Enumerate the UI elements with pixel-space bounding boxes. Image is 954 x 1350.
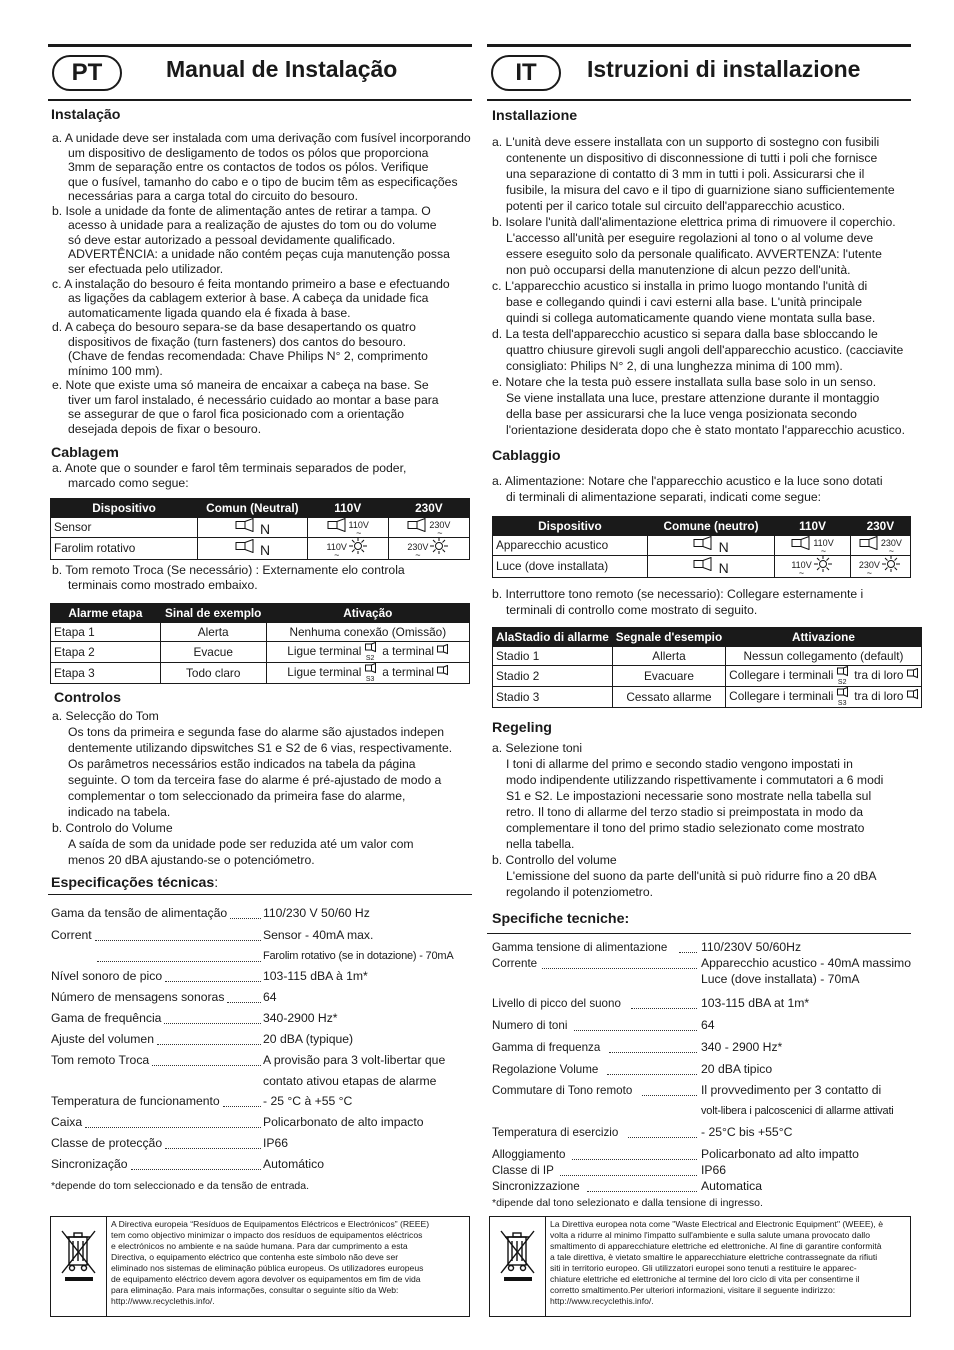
table-cell: Evacuare bbox=[612, 666, 725, 687]
section-heading-specs: Specifiche tecniche: bbox=[492, 911, 630, 927]
column-header: AlaStadio di allarme bbox=[493, 628, 613, 647]
leader-dots bbox=[227, 993, 261, 1003]
text-line: regolando il potenziometro. bbox=[506, 885, 654, 899]
weee-line: para eliminação. Para mais informações, consultar o seguinte sítio da Web: bbox=[111, 1285, 399, 1295]
spec-value: 340 - 2900 Hz* bbox=[701, 1040, 783, 1054]
column-header: Segnale d'esempio bbox=[612, 628, 725, 647]
text-line: A saída de som da unidade pode ser reduzida até um valor com bbox=[68, 837, 414, 851]
text-line: essere eseguito solo da personale qualificato. AVVERTENZA: l'utente bbox=[506, 247, 882, 261]
spec-label: Classe de protecção bbox=[51, 1136, 163, 1150]
text-line: necessárias para a carga total do circuito do besouro. bbox=[68, 189, 358, 204]
weee-line: http://www.recyclethis.info/. bbox=[111, 1296, 215, 1306]
text-line: b. Isole a unidade da fonte de alimentação antes de retirar a tampa. O bbox=[52, 203, 431, 218]
power-terminal-table bbox=[50, 498, 470, 560]
spec-value: 103-115 dBA à 1m* bbox=[263, 969, 368, 983]
spec-value: Luce (dove installata) - 70mA bbox=[701, 972, 860, 986]
section-heading-installation: Instalação bbox=[51, 107, 121, 123]
weee-line: eliminado nos sistemas de eliminação pública europeus. Os utilizadores europeus bbox=[111, 1263, 424, 1273]
table-cell: Stadio 3 bbox=[493, 687, 613, 708]
table-cell: 110V ~ bbox=[307, 537, 388, 559]
speaker-icon bbox=[791, 536, 813, 550]
terminal-icon bbox=[437, 665, 448, 676]
terminal-icon bbox=[365, 663, 376, 674]
weee-line: siti in territorio europeo. Gli utilizzatori europei sono tenuti a restituire le apparec- bbox=[550, 1263, 857, 1273]
leader-dots bbox=[164, 1014, 261, 1024]
terminal-icon bbox=[837, 666, 848, 677]
section-heading-installation: Installazione bbox=[492, 108, 578, 124]
table-row bbox=[51, 623, 470, 642]
table-cell: Apparecchio acustico bbox=[493, 536, 648, 556]
table-cell: Nessun collegamento (default) bbox=[726, 647, 922, 666]
text-line: ser efectuada pelo utilizador. bbox=[68, 261, 224, 276]
spec-label: Livello di picco del suono bbox=[492, 997, 621, 1010]
weee-line: e electrónicos no ambiente e na saúde humana. Para dar cumprimento a esta bbox=[111, 1241, 408, 1251]
table-cell: Evacue bbox=[160, 642, 266, 663]
table-cell: Ligue terminal S3 a terminal bbox=[266, 663, 469, 684]
spec-value: 110/230 V 50/60 Hz bbox=[263, 906, 370, 920]
weee-line: Directiva, o equipamento eléctrico que contenha este símbolo não deve ser bbox=[111, 1252, 399, 1262]
column-header: 230V bbox=[850, 517, 910, 536]
leader-dots bbox=[165, 972, 261, 982]
spec-label: Tom remoto Troca bbox=[51, 1053, 150, 1067]
leader-dots bbox=[230, 909, 261, 919]
column-header: Dispositivo bbox=[493, 517, 648, 536]
speaker-icon bbox=[327, 518, 349, 532]
text-line: desejada depois de fixar o besouro. bbox=[68, 422, 262, 436]
table-cell: Sensor bbox=[51, 518, 198, 538]
spec-value: Automático bbox=[263, 1157, 324, 1171]
text-line: marcado como segue: bbox=[68, 475, 189, 490]
spec-value: - 25°C bis +55°C bbox=[701, 1125, 793, 1139]
table-cell: 110V ~ bbox=[307, 518, 388, 538]
weee-text bbox=[545, 1217, 887, 1316]
text-line: L'emissione del suono da parte dell'unità si può ridurre fino a 20 dBA bbox=[506, 869, 877, 883]
spec-value: - 25 °C à +55 °C bbox=[263, 1094, 353, 1108]
spec-value: 64 bbox=[701, 1018, 715, 1032]
spec-label: Corrent bbox=[51, 928, 92, 942]
leader-dots bbox=[679, 943, 697, 953]
footnote: *dipende dal tono selezionato e dalla tensione di ingresso. bbox=[492, 1197, 763, 1209]
speaker-icon bbox=[693, 536, 715, 550]
title-rule bbox=[487, 99, 911, 101]
table-cell: Ligue terminal S2 a terminal bbox=[266, 642, 469, 663]
table-row bbox=[493, 647, 922, 666]
text-line: b. Interruttore tono remoto (se necessario): Collegare esternamente i bbox=[492, 587, 864, 601]
text-line: a. Selecção do Tom bbox=[52, 709, 159, 723]
spec-value: contato ativou etapas de alarme bbox=[263, 1074, 437, 1088]
spec-rule bbox=[487, 933, 911, 934]
table-cell: 110V ~ bbox=[775, 536, 850, 556]
weee-text bbox=[106, 1217, 433, 1316]
text-line: seguinte. O tom da terceira fase do alarme é pré-ajustado de modo a bbox=[68, 773, 442, 787]
spec-value: Sensor - 40mA max. bbox=[263, 928, 374, 942]
text-line: dentemente utilizando dipswitches S1 e S2 de 6 vias, respectivamente. bbox=[68, 741, 453, 755]
table-cell: Collegare i terminali S3 tra di loro bbox=[726, 687, 922, 708]
table-cell: 230V ~ bbox=[388, 537, 469, 559]
text-line: e. Notare che la testa può essere installata sulla base solo in un senso. bbox=[492, 375, 877, 389]
text-line: as ligações da cablagem exterior à base. A cabeça da unidade fica bbox=[68, 291, 429, 306]
it-column bbox=[487, 0, 911, 1350]
text-line: automaticamente ligada quando ela é fixada à base. bbox=[68, 305, 351, 320]
spec-label: Nível sonoro de pico bbox=[51, 969, 163, 983]
leader-dots bbox=[165, 1139, 261, 1149]
weee-line: de equipamento eléctrico devem agora devolver os equipamentos em fim de vida bbox=[111, 1274, 421, 1284]
column-header: Dispositivo bbox=[51, 499, 198, 518]
text-line: retro. Il tono di allarme del terzo stadio si preimpostata in modo da bbox=[506, 805, 864, 819]
top-rule bbox=[487, 44, 911, 47]
text-line: L'accesso all'unità per eseguire regolazioni al tono o al volume deve bbox=[506, 231, 874, 245]
spec-label: Classe di IP bbox=[492, 1164, 554, 1177]
text-line: S1 e S2. Le impostazioni necessarie sono mostrate nella tabella sul bbox=[506, 789, 872, 803]
column-header: 110V bbox=[775, 517, 850, 536]
text-line: l'orientazione desiderata dopo che è stato montato l'apparecchio acustico. bbox=[506, 423, 905, 437]
text-line: dispositivos de fixação (turn fasteners) dos cantos do besouro. bbox=[68, 334, 407, 349]
text-line: di terminali di alimentazione separati, indicati come segue: bbox=[506, 490, 822, 504]
table-cell: Luce (dove installata) bbox=[493, 555, 648, 577]
terminal-icon bbox=[437, 644, 448, 655]
spec-label: Regolazione Volume bbox=[492, 1063, 599, 1076]
spec-label: Corrente bbox=[492, 957, 538, 970]
table-row bbox=[51, 642, 470, 663]
spec-value: 20 dBA (typique) bbox=[263, 1032, 354, 1046]
table-row bbox=[493, 687, 922, 708]
weee-line: tem como objectivo minimizar o impacto dos resíduos de equipamentos eléctricos bbox=[111, 1230, 423, 1240]
table-cell: N bbox=[198, 518, 308, 538]
weee-line: corretto smaltimento.Per ulteriori informazioni, visitare il seguente indirizzo: bbox=[550, 1285, 836, 1295]
spec-value: 20 dBA tipico bbox=[701, 1062, 773, 1076]
table-header-row bbox=[51, 604, 470, 623]
section-heading-controls: Controlos bbox=[54, 690, 121, 706]
table-cell: 110V ~ bbox=[775, 555, 850, 577]
table-cell: Nenhuma conexão (Omissão) bbox=[266, 623, 469, 642]
weee-box bbox=[489, 1216, 911, 1317]
table-cell: Stadio 2 bbox=[493, 666, 613, 687]
text-line: della base per assicurarsi che la luce venga posizionata secondo bbox=[506, 407, 857, 421]
column-header: 110V bbox=[307, 499, 388, 518]
spec-label: Gamma tensione di alimentazione bbox=[492, 941, 668, 954]
beacon-icon bbox=[347, 538, 369, 554]
leader-dots bbox=[642, 1086, 697, 1096]
terminal-icon bbox=[365, 642, 376, 653]
leader-dots bbox=[152, 1056, 261, 1066]
page-title: Istruzioni di installazione bbox=[587, 56, 861, 82]
text-line: Se viene installata una luce, prestare attenzione durante il montaggio bbox=[506, 391, 880, 405]
leader-dots bbox=[85, 1118, 261, 1128]
table-row bbox=[493, 555, 911, 577]
weee-line: volta a ridurre al minimo l'impatto sull'ambiente e sulla salute umana provocato dallo bbox=[550, 1230, 870, 1240]
text-line: Os tons da primeira e segunda fase do alarme são ajustados indepen bbox=[68, 725, 445, 739]
weee-line: chiature elettriche ed elettroniche al termine del loro ciclo di vita per consentirne il bbox=[550, 1274, 860, 1284]
text-line: que o fusível, tamanho do cabo e o tipo de bucim têm as especificações bbox=[68, 174, 458, 189]
text-line: Os parâmetros necessários estão indicados na tabela da página bbox=[68, 757, 416, 771]
text-line: c. A instalação do besouro é feita montando primeiro a base e efectuando bbox=[52, 276, 450, 291]
spec-value: 64 bbox=[263, 990, 277, 1004]
table-cell: N bbox=[647, 555, 775, 577]
weee-line: A Directiva europeia “Resíduos de Equipamentos Eléctricos e Electrónicos” (REEE) bbox=[111, 1219, 430, 1229]
terminal-icon bbox=[907, 668, 918, 679]
spec-value: Farolim rotativo (se in dotazione) - 70mA bbox=[263, 950, 454, 962]
alarm-stage-table bbox=[50, 603, 470, 684]
table-cell: Collegare i terminali S2 tra di loro bbox=[726, 666, 922, 687]
leader-dots bbox=[574, 1021, 697, 1031]
table-row bbox=[51, 518, 470, 538]
column-header: Comune (neutro) bbox=[647, 517, 775, 536]
text-line: acesso à unidade para a realização de ajustes do tom ou do volume bbox=[68, 218, 437, 233]
spec-label: Ajuste del volumen bbox=[51, 1032, 154, 1046]
table-cell: Cessato allarme bbox=[612, 687, 725, 708]
text-line: um dispositivo de desligamento de todos os pólos que proporciona bbox=[68, 145, 429, 160]
terminal-icon bbox=[837, 687, 848, 698]
spec-label: Número de mensagens sonoras bbox=[51, 990, 225, 1004]
leader-dots bbox=[223, 1097, 261, 1107]
column-header: 230V bbox=[388, 499, 469, 518]
title-rule bbox=[48, 99, 472, 101]
spec-label: Commutare di Tono remoto bbox=[492, 1084, 633, 1097]
text-line: modo indipendente utilizzando rispettivamente i commutatori a 6 modi bbox=[506, 773, 884, 787]
spec-value: IP66 bbox=[263, 1136, 289, 1150]
text-line: una separazione di contatto di 3 mm in tutti i poli. Assicurarsi che il bbox=[506, 167, 865, 181]
speaker-icon bbox=[235, 518, 257, 532]
text-line: complementar o tom seleccionado da primeira fase do alarme, bbox=[68, 789, 406, 803]
page-title: Manual de Instalação bbox=[166, 56, 398, 82]
weee-line: http://www.recyclethis.info/. bbox=[550, 1296, 654, 1306]
table-row bbox=[493, 536, 911, 556]
table-cell: 230V ~ bbox=[850, 536, 910, 556]
spec-value: Automatica bbox=[701, 1179, 762, 1193]
spec-value: IP66 bbox=[701, 1163, 727, 1177]
text-line: a. L'unità deve essere installata con un supporto di sostegno con fusibili bbox=[492, 135, 880, 149]
text-line: a. A unidade deve ser instalada com uma derivação com fusível incorporando bbox=[52, 131, 471, 145]
weee-box bbox=[50, 1216, 470, 1317]
language-badge: PT bbox=[52, 55, 122, 91]
table-cell: 230V ~ bbox=[850, 555, 910, 577]
leader-dots bbox=[609, 1043, 697, 1053]
table-row bbox=[51, 663, 470, 684]
text-line: fusibile, la misura del cavo e il tipo di guarnizione siano sufficientemente bbox=[506, 183, 895, 197]
text-line: contenente un dispositivo di disconnessione di tutti i poli che fornisce bbox=[506, 151, 878, 165]
table-cell: N bbox=[647, 536, 775, 556]
table-header-row bbox=[493, 628, 922, 647]
column-header: Attivazione bbox=[726, 628, 922, 647]
spec-label: Numero di toni bbox=[492, 1019, 568, 1032]
table-cell: 230V ~ bbox=[388, 518, 469, 538]
text-line: quattro chiusure girevoli sugli angoli dell'apparecchio acustico. (cacciavite bbox=[506, 343, 904, 357]
leader-dots bbox=[607, 1065, 697, 1075]
spec-label: Alloggiamento bbox=[492, 1148, 566, 1161]
text-line: b. Isolare l'unità dall'alimentazione elettrica prima di rimuovere il coperchio. bbox=[492, 215, 896, 229]
spec-value: 110/230V 50/60Hz bbox=[701, 940, 802, 954]
leader-dots bbox=[131, 1160, 261, 1170]
spec-heading-colon: : bbox=[214, 875, 219, 891]
text-line: a. Anote que o sounder e farol têm terminais separados de poder, bbox=[52, 461, 407, 475]
text-line: a. Selezione toni bbox=[492, 741, 583, 755]
column-header: Ativação bbox=[266, 604, 469, 623]
spec-label: Gama de frequência bbox=[51, 1011, 162, 1025]
power-terminal-table bbox=[492, 516, 911, 578]
spec-heading-label: Especificações técnicas bbox=[51, 875, 215, 891]
spec-label: Sincronização bbox=[51, 1157, 128, 1171]
table-header-row bbox=[51, 499, 470, 518]
beacon-icon bbox=[428, 538, 450, 554]
beacon-icon bbox=[812, 556, 834, 572]
text-line: I toni di allarme del primo e secondo stadio vengono impostati in bbox=[506, 757, 853, 771]
weee-line: La Direttiva europea nota come "Waste Electrical and Electronic Equipment" (WEEE), è bbox=[550, 1219, 883, 1229]
text-line: se assegurar de que o farol fica posicionado com a orientação bbox=[68, 407, 405, 422]
column-header: Sinal de exemplo bbox=[160, 604, 266, 623]
text-line: e. Note que existe uma só maneira de encaixar a cabeça na base. Se bbox=[52, 378, 429, 393]
text-line: b. Controlo do Volume bbox=[52, 821, 173, 835]
text-line: d. A cabeça do besouro separa-se da base desapertando os quatro bbox=[52, 320, 416, 335]
text-line: só deve estar autorizado a pessoal devidamente qualificado. bbox=[68, 232, 396, 247]
spec-label: Gama da tensão de alimentação bbox=[51, 906, 228, 920]
spec-label: Gamma di frequenza bbox=[492, 1041, 601, 1054]
speaker-icon bbox=[859, 536, 881, 550]
text-line: consigliato: Philips N° 2, di una lunghezza minima di 100 mm). bbox=[506, 359, 843, 373]
weee-line: smaltimento di apparecchiature elettriche ed elettroniche. Al fine di garantire conformità bbox=[550, 1241, 882, 1251]
table-cell: Alerta bbox=[160, 623, 266, 642]
pt-column bbox=[48, 0, 472, 1350]
text-line: nella tabella. bbox=[506, 837, 575, 851]
text-line: c. L'apparecchio acustico si installa in primo luogo montando l'unità di bbox=[492, 279, 868, 293]
leader-dots bbox=[542, 959, 697, 969]
table-header-row bbox=[493, 517, 911, 536]
table-cell: N bbox=[198, 537, 308, 559]
spec-value: A provisão para 3 volt-libertar que bbox=[263, 1053, 446, 1067]
text-line: indicado na tabela. bbox=[68, 805, 171, 819]
text-line: potenti per il carico totale sul circuito dell'apparecchio acustico. bbox=[506, 199, 846, 213]
text-line: d. La testa dell'apparecchio acustico si separa dalla base sbloccando le bbox=[492, 327, 878, 341]
leader-dots bbox=[631, 999, 697, 1009]
spec-rule bbox=[48, 894, 472, 895]
text-line: tiver um farol instalado, é necessário cuidado ao montar a base para bbox=[68, 392, 439, 407]
spec-value: 103-115 dBA at 1m* bbox=[701, 996, 810, 1010]
spec-label: Temperatura de funcionamento bbox=[51, 1094, 220, 1108]
leader-dots bbox=[560, 1166, 697, 1176]
weee-bin-icon bbox=[59, 1227, 99, 1286]
leader-dots bbox=[97, 952, 261, 962]
table-cell: Allerta bbox=[612, 647, 725, 666]
top-rule bbox=[48, 44, 472, 47]
text-line: menos 20 dBA ajustando-se o potenciómetro. bbox=[68, 853, 315, 867]
leader-dots bbox=[572, 1150, 697, 1160]
text-line: (Chave de fendas recomendada: Chave Philips N° 2, comprimento bbox=[68, 349, 428, 364]
spec-value: volt-libera i palcoscenici di allarme attivati bbox=[701, 1105, 894, 1117]
table-row bbox=[51, 537, 470, 559]
footnote: *depende do tom seleccionado e da tensão de entrada. bbox=[51, 1180, 310, 1192]
text-line: non può occuparsi della manutenzione di alcun pezzo dell'unità. bbox=[506, 263, 851, 277]
beacon-icon bbox=[880, 556, 902, 572]
section-heading-specs bbox=[51, 875, 218, 891]
text-line: b. Tom remoto Troca (Se necessário) : Externamente elo controla bbox=[52, 563, 405, 577]
section-heading-wiring: Cablaggio bbox=[492, 448, 561, 464]
terminal-icon bbox=[907, 689, 918, 700]
table-cell: Todo claro bbox=[160, 663, 266, 684]
column-header: Alarme etapa bbox=[51, 604, 161, 623]
leader-dots bbox=[157, 1035, 261, 1045]
text-line: a. Alimentazione: Notare che l'apparecchio acustico e la luce sono dotati bbox=[492, 474, 883, 488]
spec-label: Temperatura di esercizio bbox=[492, 1126, 619, 1139]
table-cell: Farolim rotativo bbox=[51, 537, 198, 559]
speaker-icon bbox=[235, 539, 257, 553]
speaker-icon bbox=[693, 557, 715, 571]
table-row bbox=[493, 666, 922, 687]
table-cell: Etapa 3 bbox=[51, 663, 161, 684]
spec-value: 340-2900 Hz* bbox=[263, 1011, 338, 1025]
column-header: Comun (Neutral) bbox=[198, 499, 308, 518]
section-heading-wiring: Cablagem bbox=[51, 445, 119, 461]
text-line: b. Controllo del volume bbox=[492, 853, 617, 867]
leader-dots bbox=[95, 931, 261, 941]
spec-label: Sincronizzazione bbox=[492, 1180, 580, 1193]
text-line: mínimo 100 mm). bbox=[68, 363, 163, 378]
weee-line: a tale direttiva, è vietato smaltire le apparecchiature elettriche contrassegnate da rifiuti bbox=[550, 1252, 878, 1262]
alarm-stage-table bbox=[492, 627, 922, 708]
table-cell: Etapa 1 bbox=[51, 623, 161, 642]
table-cell: Stadio 1 bbox=[493, 647, 613, 666]
section-heading-controls: Regeling bbox=[492, 720, 552, 736]
text-line: 3mm de separação entre os contactos de todos os pólos. Verifique bbox=[68, 160, 429, 175]
spec-value: Apparecchio acustico - 40mA massimo bbox=[701, 956, 911, 970]
leader-dots bbox=[628, 1128, 697, 1138]
spec-label: Caixa bbox=[51, 1115, 83, 1129]
language-badge: IT bbox=[491, 55, 561, 91]
table-cell: Etapa 2 bbox=[51, 642, 161, 663]
text-line: terminais como mostrado embaixo. bbox=[68, 577, 258, 592]
spec-value: Il provvedimento per 3 contatto di bbox=[701, 1083, 882, 1097]
text-line: terminali di controllo come mostrato di seguito. bbox=[506, 603, 758, 617]
text-line: ADVERTÊNCIA: a unidade não contém peças cuja manutenção possa bbox=[68, 247, 450, 262]
text-line: base e collegando quindi i cavi esterni alla base. L'unità principale bbox=[506, 295, 862, 309]
spec-value: Policarbonato ad alto impatto bbox=[701, 1147, 859, 1161]
weee-bin-icon bbox=[498, 1227, 538, 1286]
leader-dots bbox=[587, 1182, 697, 1192]
spec-value: Policarbonato de alto impacto bbox=[263, 1115, 424, 1129]
text-line: complementare il tono del primo stadio selezionato come mostrato bbox=[506, 821, 865, 835]
text-line: quindi si collega automaticamente quando viene montata sulla base. bbox=[506, 311, 876, 325]
speaker-icon bbox=[407, 518, 429, 532]
